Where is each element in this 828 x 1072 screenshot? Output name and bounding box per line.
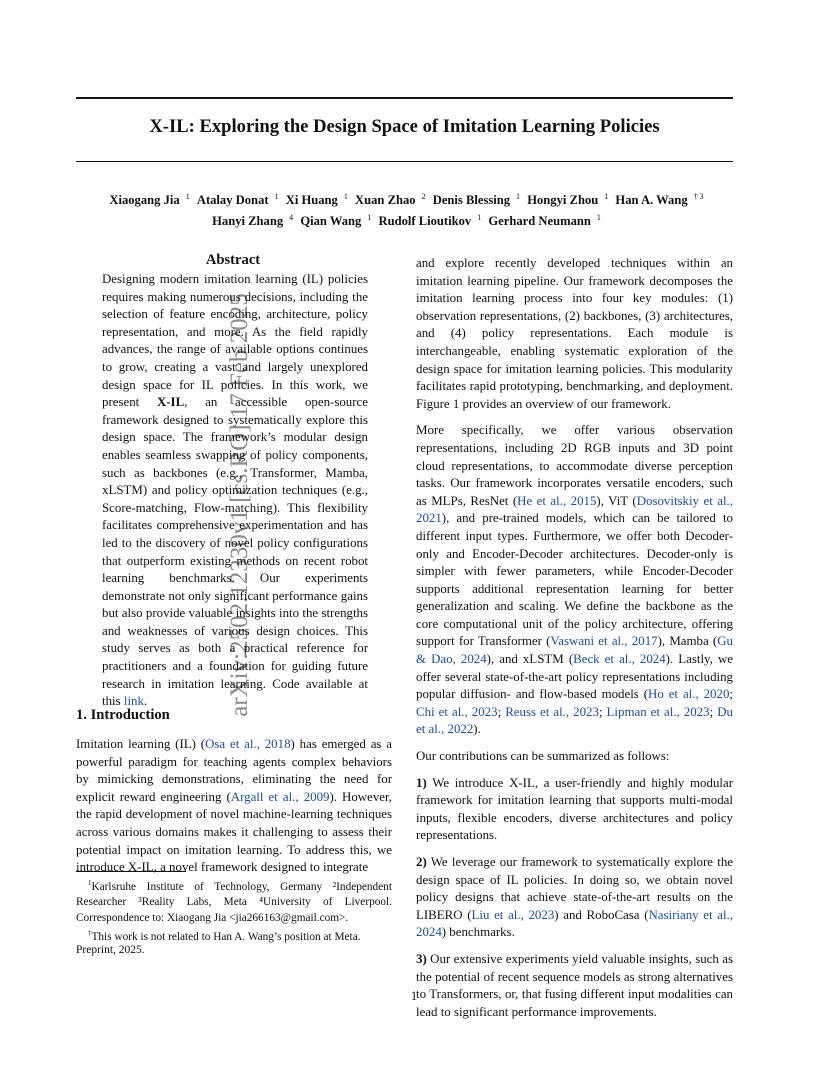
author-name: Gerhard Neumann <box>488 214 591 229</box>
citation-link[interactable]: Reuss et al., 2023 <box>505 704 599 719</box>
author-list <box>76 188 733 230</box>
citation-link[interactable]: Gu & Dao, 2024 <box>416 634 733 667</box>
citation-link[interactable]: Liu et al., 2023 <box>471 907 555 922</box>
right-column-body <box>416 255 733 1030</box>
affiliation-footnote: $^1$Karlsruhe Institute of Technology, Germany ²Independent Researcher ³Reality Labs, Meta ⁴University of Liverpool. Correspondence to: Xiaogang Jia <jia266163@gmail.com>. <box>76 879 392 924</box>
top-rule <box>76 97 733 99</box>
citation-link[interactable]: Vaswani et al., 2017 <box>550 634 658 649</box>
affiliation-mark: 1 <box>477 213 482 223</box>
affiliation-mark: 1 <box>367 213 372 223</box>
author-name: Xi Huang <box>285 193 338 208</box>
affiliation-mark: 4 <box>289 213 294 223</box>
affiliation-mark: 1 <box>604 192 609 201</box>
introduction-heading: 1. Introduction <box>76 707 170 723</box>
citation-link[interactable]: Lipman et al., 2023 <box>606 704 710 719</box>
footnote-rule <box>76 871 186 872</box>
citation-link[interactable]: Beck et al., 2024 <box>573 652 666 667</box>
title-bottom-rule <box>76 161 733 162</box>
contribution-item: 3) Our extensive experiments yield valuable insights, such as the potential of recent sequence models as strong alternatives to Transformers, or, that fusing different input modalities can lead to significant performance improvements. <box>416 951 733 1019</box>
contribution-item: 1) We introduce X-IL, a user-friendly and highly modular framework for imitation learning that supports multi-modal inputs, flexible encoders, diverse architectures and policy representations. <box>416 775 733 843</box>
affiliation-mark: 1 <box>185 192 190 201</box>
paragraph: Our contributions can be summarized as follows: <box>416 749 670 764</box>
citation-link[interactable]: Du et al., 2022 <box>416 704 733 737</box>
author-name: Denis Blessing <box>432 193 511 208</box>
abstract-body: Designing modern imitation learning (IL) policies requires making numerous decisions, including the selection of feature encoding, architecture, policy representation, and more. As the field rapidly advances, the range of available options continues to grow, creating a vast and largely unexplored design space for IL policies. In this work, we present X-IL, an accessible open-source framework designed to systematically explore this design space. The framework’s modular design enables seamless swapping of policy components, such as backbones (e.g., Transformer, Mamba, xLSTM) and policy optimization techniques (e.g., Score-matching, Flow-matching). This flexibility facilitates comprehensive experimentation and has led to the discovery of novel policy configurations that outperform existing methods on recent robot learning benchmarks. Our experiments demonstrate not only significant performance gains but also provide valuable insights into the strengths and weaknesses of various design choices. This study serves as both a practical reference for practitioners and a foundation for guiding future research in imitation learning. Code available at this link. <box>102 272 368 709</box>
affiliation-mark: 2 <box>421 192 426 201</box>
arxiv-side-stamp: arXiv:2502.12330v1 [cs.RO] 17 Feb 2025 <box>226 293 253 717</box>
paragraph: and explore recently developed techniques within an imitation learning pipeline. Our framework decomposes the imitation learning process into four key modules: (1) observation representations, (2) backbones, (3) architectures, and (4) policy representations. Each module is interchangeable, enabling systematic exploration of the design space for imitation learning policies. This modularity facilitates rapid prototyping, benchmarking, and deployment. Figure 1 provides an overview of our framework. <box>416 256 733 411</box>
citation-link[interactable]: Argall et al., 2009 <box>230 789 330 804</box>
author-name: Hanyi Zhang <box>212 214 284 229</box>
dagger-footnote: †This work is not related to Han A. Wang’s position at Meta. <box>88 928 361 943</box>
author-name: Rudolf Lioutikov <box>378 214 472 229</box>
paper-title: X-IL: Exploring the Design Space of Imitation Learning Policies <box>149 116 660 137</box>
introduction-body: Imitation learning (IL) (Osa et al., 2018) has emerged as a powerful paradigm for teaching agents complex behaviors by mimicking demonstrations, eliminating the need for explicit reward engineering (Argall et al., 2009). However, the rapid development of novel machine-learning techniques across various domains makes it challenging to assess their potential impact on imitation learning. To address this, we introduce X-IL, a novel framework designed to integrate <box>76 737 393 875</box>
citation-link[interactable]: Osa et al., 2018 <box>205 737 291 751</box>
author-name: Han A. Wang <box>615 193 688 208</box>
paragraph: More specifically, we offer various observation representations, including 2D RGB inputs and 3D point cloud representations, to accommodate diverse perception tasks. Our framework incorporates versatile encoders, such as MLPs, ResNet (He et al., 2015), ViT (Dosovitskiy et al., 2021), and pre-trained models, which can be tailored to different input types. Furthermore, we offer both Decoder-only and Encoder-Decoder architectures. Decoder-only is simpler with fewer parameters, while Encoder-Decoder supports additional representation learning for better generalization and scaling. We define the backbone as the core computational unit of the policy architecture, offering support for Transformer (Vaswani et al., 2017), Mamba (Gu & Dao, 2024), and xLSTM (Beck et al., 2024). Lastly, we offer several state-of-the-art policy representations including popular diffusion- and flow-based models (Ho et al., 2020; Chi et al., 2023; Reuss et al., 2023; Lipman et al., 2023; Du et al., 2022). <box>416 423 734 737</box>
author-name: Xiaogang Jia <box>109 193 180 208</box>
affiliation-mark: 1 <box>343 192 348 201</box>
citation-link[interactable]: Nasiriany et al., 2024 <box>416 907 734 940</box>
citation-link[interactable]: He et al., 2015 <box>517 493 597 508</box>
citation-link[interactable]: Dosovitskiy et al., 2021 <box>416 493 734 526</box>
footnotes <box>76 876 392 945</box>
contribution-item: 2) We leverage our framework to systematically explore the design space of IL policies. In doing so, we obtain novel policy designs that achieve state-of-the-art results on the LIBERO (Liu et al., 2023) and RoboCasa (Nasiriany et al., 2024) benchmarks. <box>416 855 734 940</box>
author-name: Atalay Donat <box>196 193 269 208</box>
author-name: Qian Wang <box>300 214 362 229</box>
abstract-heading: Abstract <box>205 252 261 268</box>
affiliation-mark: 1 <box>516 192 521 201</box>
affiliation-mark: 1 <box>274 192 279 201</box>
citation-link[interactable]: Ho et al., 2020 <box>648 687 730 702</box>
citation-link[interactable]: Chi et al., 2023 <box>416 704 498 719</box>
author-name: Xuan Zhao <box>355 193 416 208</box>
affiliation-mark: † 3 <box>693 192 704 201</box>
code-link[interactable]: link <box>123 694 144 709</box>
author-name: Hongyi Zhou <box>527 193 599 208</box>
preprint-note: Preprint, 2025. <box>76 944 145 956</box>
affiliation-mark: 1 <box>596 213 601 223</box>
page-number: 1 <box>410 989 418 1003</box>
